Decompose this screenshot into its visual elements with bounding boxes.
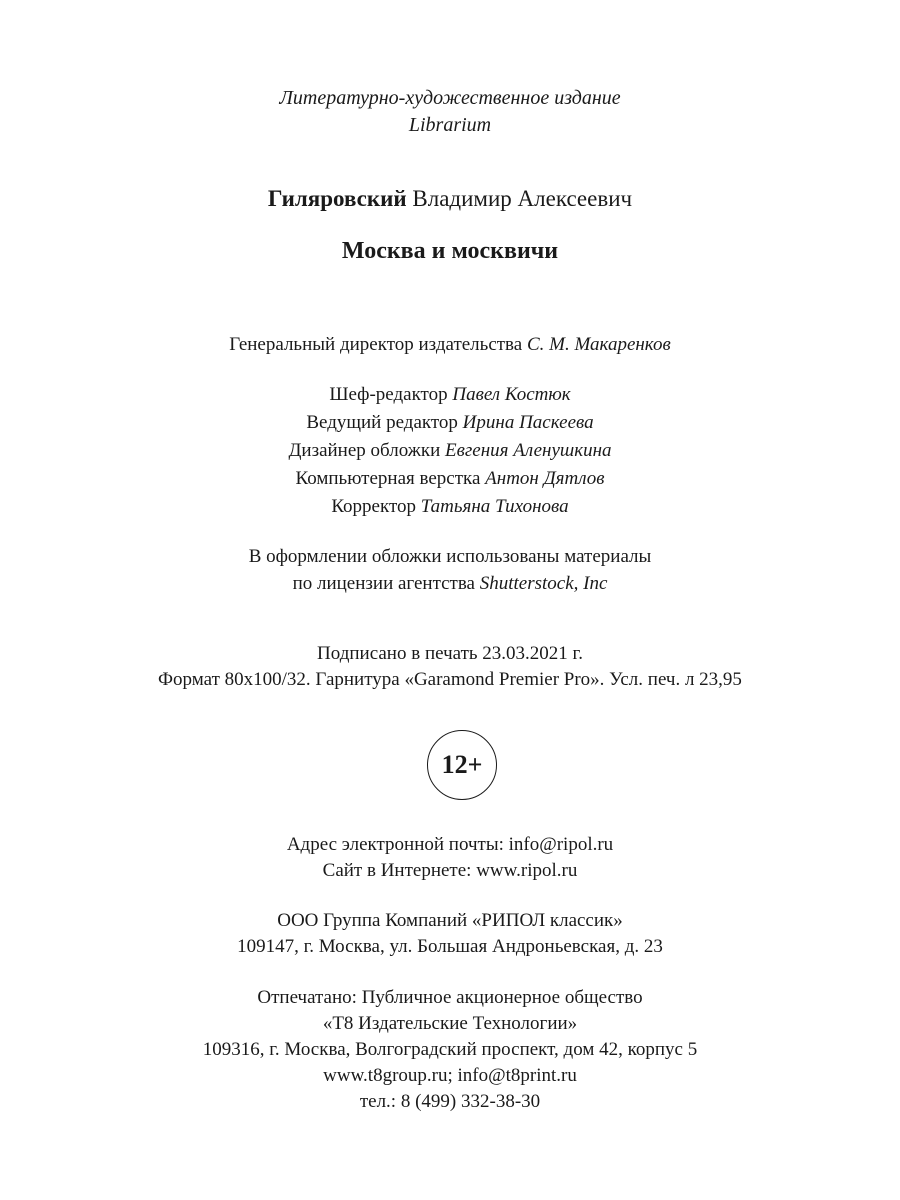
author: [0, 186, 900, 212]
publisher-name: ООО Группа Компаний «РИПОЛ классик»: [277, 910, 623, 931]
printer-line4: www.t8group.ru; info@t8print.ru: [323, 1065, 577, 1086]
credit-role: Корректор: [331, 496, 417, 517]
print-format: Формат 80х100/32. Гарнитура «Garamond Premier Pro». Усл. печ. л 23,95: [158, 669, 742, 690]
printer-line1: Отпечатано: Публичное акционерное общество: [257, 987, 643, 1008]
author-last-name: Гиляровский: [267, 186, 407, 211]
credit-role: Ведущий редактор: [306, 412, 458, 433]
credit-role: Компьютерная верстка: [295, 468, 481, 489]
credit-proofreader: [0, 494, 900, 520]
credit-name: Антон Дятлов: [485, 468, 605, 489]
credit-name: Ирина Паскеева: [462, 412, 594, 433]
credit-director: [0, 332, 900, 358]
series-name: Librarium: [408, 114, 492, 136]
credit-role: Дизайнер обложки: [288, 440, 441, 461]
cover-note-agency: Shutterstock, Inc: [479, 573, 608, 594]
credit-lead-editor: [0, 410, 900, 436]
credit-layout: [0, 466, 900, 492]
credit-name: Татьяна Тихонова: [420, 496, 569, 517]
edition-type: Литературно-художественное издание: [279, 87, 621, 109]
credit-chief-editor: [0, 382, 900, 408]
credit-name: Павел Костюк: [452, 384, 571, 405]
credit-cover-designer: [0, 438, 900, 464]
cover-note-line2: [0, 571, 900, 597]
credit-name: С. М. Макаренков: [526, 334, 671, 355]
printer-line3: 109316, г. Москва, Волгоградский проспект, дом 42, корпус 5: [202, 1039, 698, 1060]
printer-line2: «Т8 Издательские Технологии»: [322, 1013, 578, 1034]
contact-website: Сайт в Интернете: www.ripol.ru: [322, 860, 578, 881]
age-rating-badge: 12+: [427, 730, 497, 800]
credit-name: Евгения Аленушкина: [445, 440, 612, 461]
credit-role: Шеф-редактор: [329, 384, 448, 405]
author-first-name: Владимир Алексеевич: [412, 186, 633, 211]
printer-line5: тел.: 8 (499) 332-38-30: [359, 1091, 541, 1112]
book-title: Москва и москвичи: [341, 238, 559, 264]
cover-note-line1: В оформлении обложки использованы материалы: [248, 546, 652, 567]
cover-note-prefix: по лицензии агентства: [292, 573, 475, 594]
publisher-address: 109147, г. Москва, ул. Большая Андроньевская, д. 23: [237, 936, 663, 957]
print-signed: Подписано в печать 23.03.2021 г.: [317, 643, 583, 664]
contact-email: Адрес электронной почты: info@ripol.ru: [286, 834, 614, 855]
credit-role: Генеральный директор издательства: [229, 334, 523, 355]
